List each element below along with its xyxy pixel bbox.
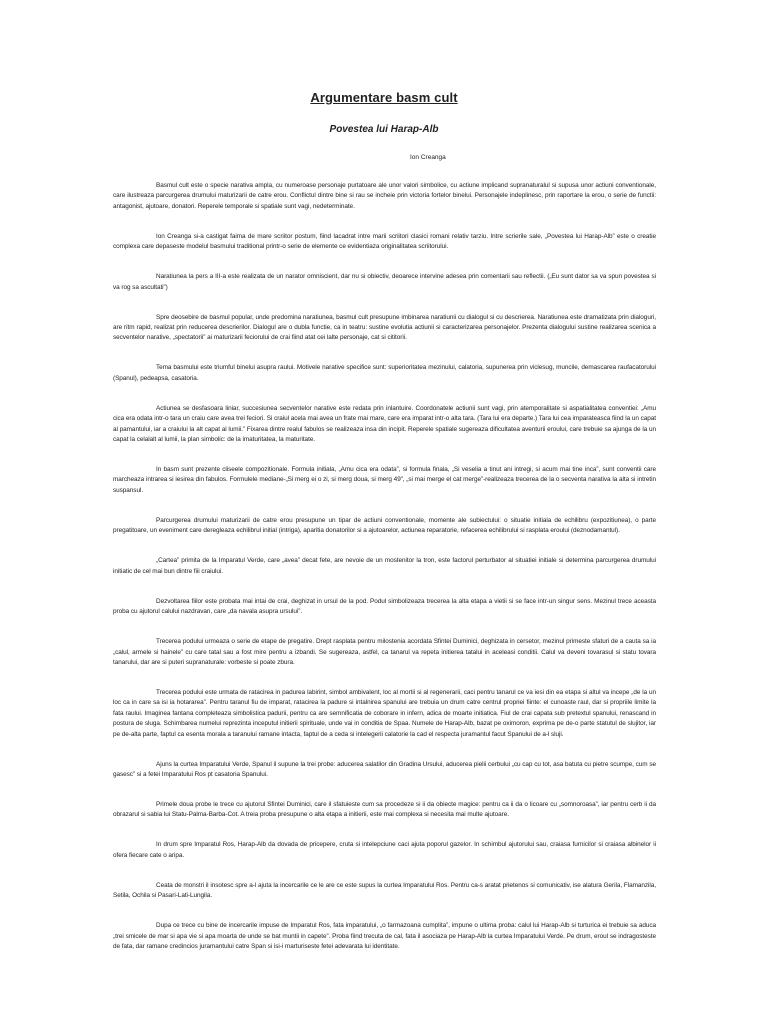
paragraph: Trecerea podului urmeaza o serie de etape de pregatire. Drept rasplata pentru milostenia acordata Sfintei Duminici, deghizata in cersetor, mezinul primeste sfaturi de a cauta sa ia „calul, armele si hainele” cu care tatal sau a fost mire pentru a izbandi. Se sugereaza, astfel, ca tanarul va repeta initierea tatalui in aceleasi conditii. Calul va deveni tovarasul si statu tovara tanarului, dar are si puteri supranaturale: vorbeste si poate zbura. [113,638,656,666]
paragraph: Ion Creanga si-a castigat faima de mare scriitor postum, fiind lacadrat intre marii scriitori clasici romani relativ tarziu. Intre scrierile sale, „Povestea lui Harap-Alb” este o creatie complexa care depaseste modelul basmului traditional printr-o serie de elemente ce evidentiaza originalitatea scriitorului. [113,232,656,251]
paragraph: In basm sunt prezente cliseele compozitionale. Formula initiala, „Amu cica era odata”, si formula finala, „Si veselia a tinut ani intregi, si acum mai tine inca”, sunt conventii care marcheaza intrarea si iesirea din fabulos. Formulele mediane-„Si merg ei o zi, si merg doua, si merg 49”, „si mai merge el cat merge”-realizeaza trecerea de la o secventa narativa la alta si intretin suspansul. [113,466,656,494]
document-author: Ion Creanga [410,154,446,161]
paragraph: „Cartea” primita de la Imparatul Verde, care „avea” decat fete, are nevoie de un mostenitor la tron, este factorul perturbator al situatiei initiale si determina parcurgerea drumului initiatic de cel mai bun dintre fiii craiului. [113,557,656,575]
paragraph: Spre deosebire de basmul popular, unde predomina naratiunea, basmul cult presupune imbinarea naratiunii cu dialogul si cu descrierea. Naratiunea este dramatizata prin dialoguri, are ritm rapid, realizat prin reducerea descrierilor. Dialogul are o dubla functie, ca in teatru: sustine evolutia actiunii si caracterizarea personajelor. Prezenta dialogului sustine realizarea scenica a secventelor narative, „spectatorii” ai maturizarii feciorului de crai fiind atat cei lalte personaje, cat si cititorii. [113,313,656,342]
paragraph: Parcurgerea drumului maturizarii de catre erou presupune un tipar de actiuni conventionale, momente ale subiectului: o situatie initiala de echilibru (expozitiunea), o parte pregatitoare, un eveniment care deregleaza echilibrul initial (intriga), aparitia donatorilor si a ajutoarelor, actiunea reparatorie, refacerea echilibrului si rasplata eroului (deznodamantul). [113,516,656,535]
paragraph: Actiunea se desfasoara liniar, succesiunea secventelor narative este redata prin inlantuire. Coordonatele actiunii sunt vagi, prin atemporalitate si aspatialitatea conventiei: „Amu cica era odata intr-o tara un craiu care avea trei feciori. Si craiul acela mai avea un frate mai mare, care era imparat intr-o alta tara. (Tara lui era departe.) Tara lui cea imparateasca fiind la un capat al pamantului, iar a craiului la alt capat al lumii.” Fixarea dintre realul fabulos se realizeaza insa din incipit. Reperele spatiale sugereaza dificultatea aventurii eroului, care trebuie sa ajunga de la un capat la celalalt al lumii, la plan simbolic: de la imaturitatea, la maturitate. [113,404,656,444]
paragraph: Ceata de monstri il insotesc spre a-l ajuta la incercarile ce le are ce este supus la curtea Imparatului Ros. Pentru ca-s aratat prietenos si comunicativ, ise alatura Gerila, Flamanzila, Setila, Ochila si Pasari-Lati-Lungila. [113,881,656,900]
paragraph: Tema basmului este triumful binelui asupra raului. Motivele narative specifice sunt: superioritatea mezinului, calatoria, supunerea prin viclesug, muncile, demascarea raufacatorului (Spanul), pedeapsa, casatoria. [113,364,656,382]
paragraph: Ajuns la curtea Imparatului Verde, Spanul il supune la trei probe: aducerea salatilor din Gradina Ursului, aducerea pielii cerbului „cu cap cu tot, asa batuta cu pietre scumpe, cum se gasesc” si a fetei Imparatului Ros pt casatoria Spanului. [113,760,656,778]
paragraph: Primele doua probe le trece cu ajutorul Sfintei Duminici, care il sfatuieste cum sa procedeze si ii da obiecte magice: pentru ca ii da o licoare cu „somnoroasa”, iar pentru cerb ii da obrazarul si sabia lui Statu-Palma-Barba-Cot. A treia proba presupune o alta etapa a initierii, este mai complexa si necesita mai multe ajutoare. [113,800,656,819]
paragraph: Dezvoltarea fiilor este probata mai intai de crai, deghizat in ursul de la pod. Podul simbolizeaza trecerea la alta etapa a vietii si se face intr-un singur sens. Mezinul trece aceasta proba cu ajutorul calului nazdravan, care „da navala asupra ursului”. [113,597,656,616]
paragraph: Trecerea podului este urmata de ratacirea in padurea labirint, simbol ambivalent, loc al mortii si al regenerarii, caci pentru tanarul ce va iesi din ea etapa si altul va incepe „de la un loc ca in care sa isi ia hotararea”. Pentru taranul fiu de imparat, ratacirea la padure si intalnirea spanului are trebuia un drum catre centrul propriei fiinte: el cunoaste raul, dar si propriile limite la fata raului. Imaginea fantana completeaza simbolistica padurii, pentru ca are semnificatia de coborare in infern, adica de moarte initiatica. Fiul de crai capata sub pretextul spanului, renascand in postura de sluga. Schimbarea numelui reprezinta inceputul initierii spirituale, unde vai in conditia de Spaa. Numele de Harap-Alb, bazat pe oximoron, exprima pe de-o parte statutul de slujitor, iar pe de-alta parte, faptul ca esenta morala a taranului ramane intacta, faptul de a ceda si intelegerii calatorie la cad el respecta juramantul facut Spanului de a-l sluji. [113,688,656,738]
document-subtitle: Povestea lui Harap-Alb [329,124,439,135]
paragraph: Dupa ce trece cu bine de incercarile impuse de Imparatul Ros, fata imparatului, „o farmazoana cumplita”, impune o ultima proba: calul lui Harap-Alb si turturica ei trebuie sa aduca „trei smicele de mar si apa vie si apa moarta de unde se bat muntii in capete”. Proba fiind trecuta de cal, fata il asociaza pe Harap-Alb la curtea Imparatului Verde. Pe drum, eroul se indragosteste de fata, dar ramane credincios juramantului catre Span si isi-i marturiseste fetei adevarata lui identitate. [113,922,656,950]
document-body [113,181,656,972]
document-title: Argumentare basm cult [310,90,458,105]
paragraph: In drum spre Imparatul Ros, Harap-Alb da dovada de pricepere, cruta si intelepciune caci ajuta poporul gazelor. In schimbul ajutorului sau, craiasa furnicilor si craiasa albinelor ii ofera fiecare cate o aripa. [113,841,656,859]
paragraph: Basmul cult este o specie narativa ampla, cu numeroase personaje purtatoare ale unor valori simbolice, cu actiune implicand supranaturalul si supusa unor actiuni conventionale, care ilustreaza parcurgerea drumului maturizarii de catre erou. Conflictul dintre bine si rau se incheie prin victoria fortelor binelui. Personajele indeplinesc, prin raportare la erou, o serie de functii: antagonist, ajutoare, donatori. Reperele temporale si spatiale sunt vagi, nedeterminate. [113,182,656,210]
paragraph: Naratiunea la pers a III-a este realizata de un narator omniscient, dar nu si obiectiv, deoarece intervine adesea prin comentarii sau reflectii. („Eu sunt dator sa va spun povestea si va rog sa ascultati”) [113,273,656,291]
